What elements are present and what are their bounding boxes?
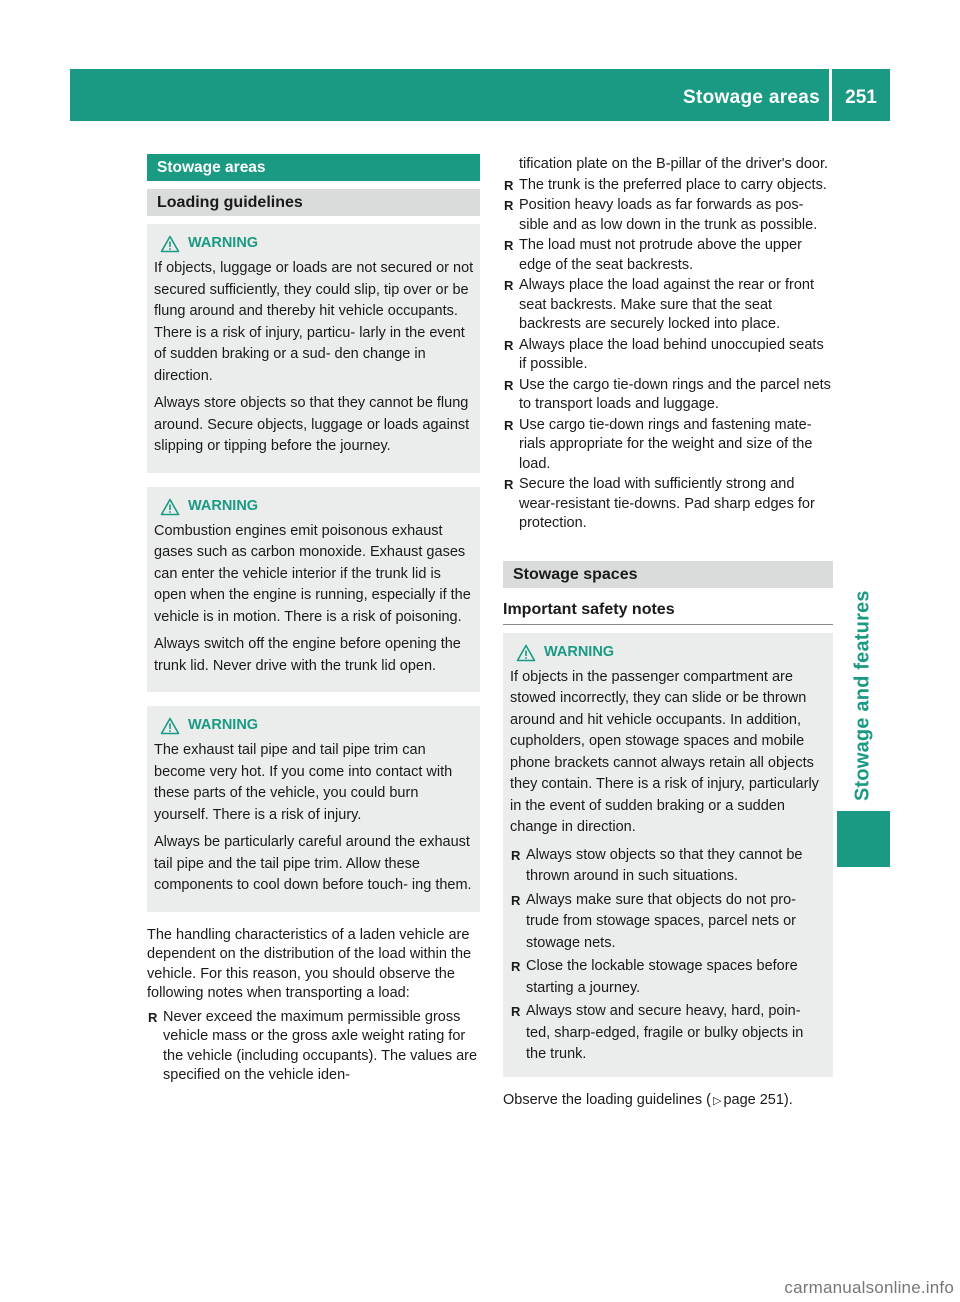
warning-text: The exhaust tail pipe and tail pipe trim can become very hot. If you come into contact with these parts of the vehicle, you could burn yourself. There is a risk of injury.	[154, 742, 453, 823]
subsection-stowage-spaces: Stowage spaces	[503, 561, 833, 588]
list-item: R The trunk is the preferred place to carry objects.	[503, 176, 833, 196]
warning-text: Always switch off the engine before opening the trunk lid. Never drive with the trunk lid open.	[154, 636, 461, 674]
page-reference-arrow-icon: ▷	[712, 1094, 722, 1107]
bullet-marker: R	[511, 1004, 521, 1019]
warning-triangle-icon	[160, 498, 180, 516]
side-tab-label: Stowage and features	[851, 590, 874, 802]
warning-box-tail-pipe	[147, 706, 480, 912]
loading-bullet-list-continued	[503, 155, 833, 534]
list-item: R Always place the load behind unoccupied seats if possible.	[504, 336, 824, 372]
warning-text: Combustion engines emit poisonous exhaust gases such as carbon monoxide. Exhaust gases can enter the vehicle interior if the trunk lid is open when the engine is running, especially if the vehicle is in motion. There is a risk of poisoning.	[154, 522, 471, 625]
warning-bullet-list	[510, 845, 827, 1066]
warning-text: If objects, luggage or loads are not secured or not secured sufficiently, they could slip, tip over or be flung around and thereby hit vehicle occupants. There is a risk of injury, particu- larly in the event of sudden braking or a sud- den change in direction.	[154, 260, 474, 384]
warning-label: WARNING	[188, 497, 259, 514]
warning-label: WARNING	[544, 643, 615, 660]
warning-triangle-icon	[160, 235, 180, 253]
bullet-marker: R	[504, 417, 514, 433]
page-number: 251	[845, 87, 877, 108]
section-title: Stowage areas	[147, 154, 480, 181]
bullet-marker: R	[504, 377, 514, 393]
bullet-marker: R	[511, 847, 521, 863]
bullet-marker: R	[504, 278, 514, 293]
warning-header	[510, 641, 827, 665]
warning-box-exhaust-gases	[147, 487, 480, 693]
bullet-marker: R	[148, 1009, 158, 1025]
subsection-loading-guidelines: Loading guidelines	[147, 189, 480, 216]
list-item-continued: tification plate on the B-pillar of the driver's door.	[519, 156, 829, 172]
header-separator	[829, 69, 832, 121]
body-paragraph: The handling characteristics of a laden vehicle are dependent on the distribution of the load within the vehicle. For this reason, you should observe the following notes when transporting a load:	[147, 926, 472, 1001]
warning-text: If objects in the passenger compartment are stowed incorrectly, they can slide or be thrown around and hit vehicle occupants. In addition, cupholders, open stowage spaces and mobile phone brackets cannot always retain all objects they contain. There is a risk of injury, particularly in the event of sudden braking or a sudden change in direction.	[510, 668, 819, 835]
list-item: R Never exceed the maximum permissible gross vehicle mass or the gross axle weight rating for the vehicle (including occupants). The values are specified on the vehicle iden-	[148, 1008, 478, 1083]
list-item: R Always place the load against the rear or front seat backrests. Make sure that the seat backrests are securely locked into place.	[504, 277, 814, 332]
watermark: carmanualsonline.info	[784, 1278, 954, 1297]
warning-text: Always be particularly careful around the exhaust tail pipe and the tail pipe trim. Allow these components to cool down before touch- ing them.	[154, 834, 472, 893]
list-item: R Secure the load with sufficiently strong and wear-resistant tie-downs. Pad sharp edges for protection.	[504, 476, 815, 531]
spacer	[503, 535, 833, 561]
list-item: R Always stow and secure heavy, hard, poin- ted, sharp-edged, fragile or bulky objects in the trunk.	[511, 1003, 804, 1062]
list-item: R Always stow objects so that they cannot be thrown around in such situations.	[511, 846, 803, 884]
bullet-marker: R	[504, 337, 514, 353]
warning-text: Always store objects so that they cannot be flung around. Secure objects, luggage or loads against slipping or tipping before the journey.	[154, 395, 470, 454]
list-item: R Position heavy loads as far forwards as pos- sible and as low down in the trunk as possible.	[504, 197, 818, 233]
warning-box-passenger-compartment	[503, 633, 833, 1077]
side-tab-marker	[837, 811, 890, 867]
loading-bullet-list	[147, 1008, 480, 1086]
bullet-marker: R	[511, 959, 521, 974]
right-column	[503, 155, 833, 1115]
warning-header	[154, 714, 474, 738]
bullet-marker: R	[504, 477, 514, 492]
bullet-marker: R	[504, 198, 514, 213]
warning-header	[154, 495, 474, 519]
bullet-marker: R	[504, 177, 514, 193]
warning-box-loads	[147, 224, 480, 473]
header-title: Stowage areas	[683, 87, 820, 108]
bullet-marker: R	[504, 238, 514, 253]
warning-label: WARNING	[188, 717, 259, 734]
heading-important-safety-notes: Important safety notes	[503, 596, 833, 625]
warning-header	[154, 232, 474, 256]
list-item: R Use cargo tie-down rings and fastening mate- rials appropriate for the weight and size of the load.	[504, 416, 813, 472]
list-item: R Always make sure that objects do not pro- trude from stowage spaces, parcel nets or stowage nets.	[511, 891, 796, 951]
list-item: R The load must not protrude above the upper edge of the seat backrests.	[504, 237, 802, 273]
warning-triangle-icon	[516, 644, 536, 662]
list-item: R Use the cargo tie-down rings and the parcel nets to transport loads and luggage.	[504, 376, 831, 412]
list-item: R Close the lockable stowage spaces before starting a journey.	[511, 958, 798, 996]
warning-triangle-icon	[160, 717, 180, 735]
warning-label: WARNING	[188, 235, 259, 252]
page-reference-link[interactable]: page 251).	[723, 1091, 793, 1108]
bullet-marker: R	[511, 892, 521, 908]
page-header	[70, 69, 890, 121]
side-tab	[837, 121, 890, 1132]
cross-reference: Observe the loading guidelines ( ▷ page 251).	[503, 1091, 833, 1112]
left-column	[147, 154, 480, 1087]
